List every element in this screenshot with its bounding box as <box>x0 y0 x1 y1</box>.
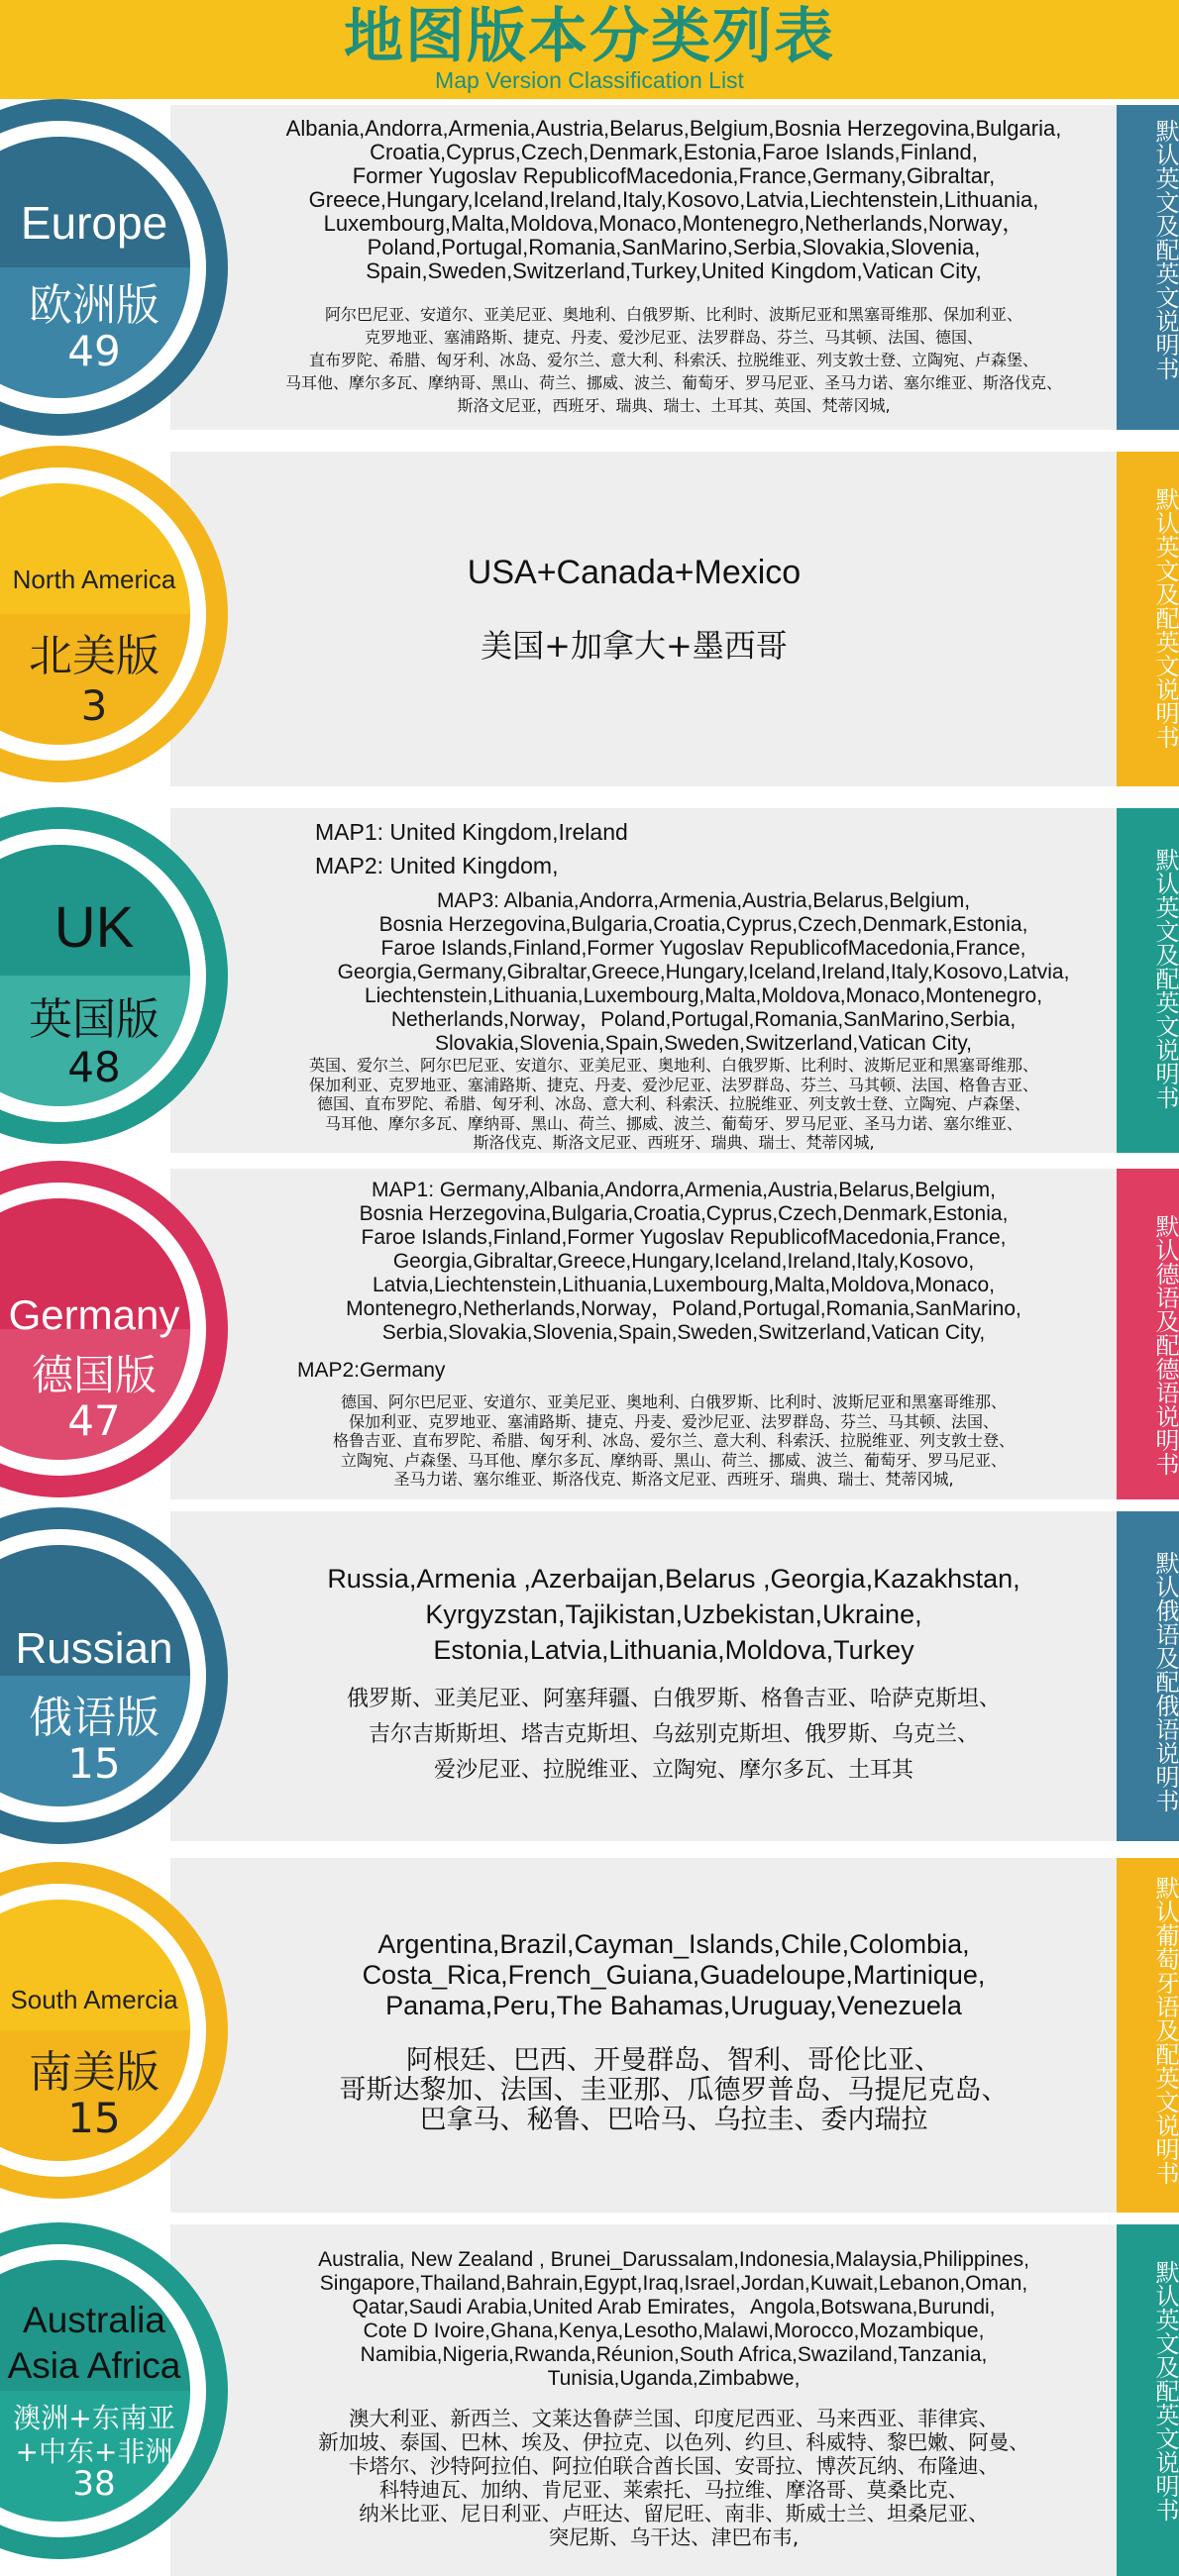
north-america-en-countries: USA+Canada+Mexico <box>467 554 802 591</box>
north-america-manual-text: 默认英文及配英文说明书 <box>1151 487 1179 749</box>
australia-manual-text: 默认英文及配英文说明书 <box>1151 2260 1179 2522</box>
australia-en-countries: Australia, New Zealand , Brunei_Darussalam,Indonesia,Malaysia,Philippines, Singapore,Thailand,Bahrain,Egypt,Iraq,Israel,Jordan,Kuwait,Lebanon,Oman, Qatar,Saudi Arabia,United Arab Emirates，Angola,Botswana,Burundi, Cote D Ivoire,Ghana,Kenya,Lesotho,Malawi,Morocco,Mozambique, Namibia,Nigeria,Rwanda,Réunion,South Africa,Swaziland,Tanzania, Tunisia,Uganda,Zimbabwe, <box>318 2248 1029 2390</box>
section-europe <box>0 99 1179 436</box>
australia-count: 38 <box>72 2464 116 2504</box>
europe-en-name: Europe <box>20 197 168 249</box>
germany-manual-tab <box>1117 1169 1179 1499</box>
australia-badge <box>0 2260 190 2522</box>
russian-count: 15 <box>67 1739 121 1788</box>
russian-manual-tab <box>1117 1511 1179 1841</box>
south-america-en-countries: Argentina,Brazil,Cayman_Islands,Chile,Colombia, Costa_Rica,French_Guiana,Guadeloupe,Martinique, Panama,Peru,The Bahamas,Uruguay,Venezuela <box>362 1929 986 2020</box>
uk-manual-tab <box>1117 808 1179 1153</box>
uk-map2: MAP2: United Kingdom, <box>315 853 559 878</box>
germany-badge <box>0 1198 190 1460</box>
uk-map1: MAP1: United Kingdom,Ireland <box>315 819 628 845</box>
russian-manual-text: 默认俄语及配俄语说明书 <box>1151 1551 1179 1812</box>
section-germany <box>0 1159 1179 1505</box>
russian-cn-countries: 俄罗斯、亚美尼亚、阿塞拜疆、白俄罗斯、格鲁吉亚、哈萨克斯坦、 吉尔吉斯斯坦、塔吉克斯坦、乌兹别克斯坦、俄罗斯、乌克兰、 爱沙尼亚、拉脱维亚、立陶宛、摩尔多瓦、土耳其 <box>346 1687 1001 1783</box>
north-america-en-name: North America <box>12 565 176 594</box>
germany-map2: MAP2:Germany <box>297 1359 446 1382</box>
germany-en-name: Germany <box>8 1291 180 1338</box>
section-australia-asia-africa <box>0 2218 1179 2576</box>
uk-badge <box>0 845 190 1106</box>
australia-manual-tab <box>1117 2224 1179 2576</box>
australia-cn-name-2: +中东+非洲 <box>15 2435 173 2468</box>
australia-cn-countries: 澳大利亚、新西兰、文莱达鲁萨兰国、印度尼西亚、马来西亚、菲律宾、 新加坡、泰国、巴林、埃及、伊拉克、以色列、约旦、科威特、黎巴嫩、阿曼、 卡塔尔、沙特阿拉伯、阿拉伯联合酋长国、安哥拉、博茨瓦纳、布隆迪、 科特迪瓦、加纳、肯尼亚、莱索托、马拉维、摩洛哥、莫桑比克、 纳米比亚、尼日利亚、卢旺达、留尼旺、南非、斯威士兰、坦桑尼亚、 突尼斯、乌干达、津巴布韦, <box>318 2407 1029 2549</box>
south-america-badge <box>0 1900 190 2161</box>
europe-cn-name: 欧洲版 <box>29 280 160 331</box>
south-america-en-name: South Amercia <box>10 1985 178 2014</box>
north-america-cn-name: 北美版 <box>29 631 160 681</box>
south-america-manual-text: 默认葡萄牙语及配英文说明书 <box>1151 1876 1179 2185</box>
australia-en-name-1: Australia <box>23 2300 165 2340</box>
europe-cn-countries: 阿尔巴尼亚、安道尔、亚美尼亚、奥地利、白俄罗斯、比利时、波斯尼亚和黑塞哥维那、保加利亚、 克罗地亚、塞浦路斯、捷克、丹麦、爱沙尼亚、法罗群岛、芬兰、马其顿、法国、德国、 直布罗陀、希腊、匈牙利、冰岛、爱尔兰、意大利、科索沃、拉脱维亚、列支敦士登、立陶宛、卢森堡、 马耳他、摩尔多瓦、摩纳哥、黑山、荷兰、挪威、波兰、葡萄牙、罗马尼亚、圣马力诺、塞尔维亚、斯洛伐克、 斯洛文尼亚，西班牙、瑞典、瑞士、土耳其、英国、梵蒂冈城, <box>284 305 1062 415</box>
uk-cn-countries: 英国、爱尔兰、阿尔巴尼亚、安道尔、亚美尼亚、奥地利、白俄罗斯、比利时、波斯尼亚和黑塞哥维那、 保加利亚、克罗地亚、塞浦路斯、捷克、丹麦、爱沙尼亚、法罗群岛、芬兰、马其顿、法国、格鲁吉亚、 德国、直布罗陀、希腊、匈牙利、冰岛、意大利、科索沃、拉脱维亚、列支敦士登、立陶宛、卢森堡、 马耳他、摩尔多瓦、摩纳哥、黑山、荷兰、挪威、波兰、葡萄牙、罗马尼亚、圣马力诺、塞尔维亚、 斯洛伐克、斯洛文尼亚、西班牙、瑞典、瑞士、梵蒂冈城, <box>308 1056 1038 1152</box>
page-title: 地图版本分类列表 <box>344 2 835 71</box>
germany-map1: MAP1: Germany,Albania,Andorra,Armenia,Austria,Belarus,Belgium, Bosnia Herzegovina,Bulgaria,Croatia,Cyprus,Czech,Denmark,Estonia, Faroe Islands,Finland,Former Yugoslav RepublicofMacedonia,France, Georgia,Gibraltar,Greece,Hungary,Iceland,Ireland,Italy,Kosovo, Latvia,Liechtenstein,Lithuania,Luxembourg,Malta,Moldova,Monaco, Montenegro,Netherlands,Norway，Poland,Portugal,Romania,SanMarino, Serbia,Slovakia,Slovenia,Spain,Sweden,Switzerland,Vatican City, <box>346 1179 1021 1344</box>
section-north-america <box>0 436 1179 792</box>
europe-en-countries: Albania,Andorra,Armenia,Austria,Belarus,Belgium,Bosnia Herzegovina,Bulgaria, Croatia,Cyprus,Czech,Denmark,Estonia,Faroe Islands,Finland, Former Yugoslav RepublicofMacedonia,France,Germany,Gibraltar, Greece,Hungary,Iceland,Ireland,Italy,Kosovo,Latvia,Liechtenstein,Lithuania, Luxembourg,Malta,Moldova,Monaco,Montenegro,Netherlands,Norway， Poland,Portugal,Romania,SanMarino,Serbia,Slovakia,Slovenia, Spain,Sweden,Switzerland,Turkey,United Kingdom,Vatican City, <box>285 116 1062 283</box>
australia-en-name-2: Asia Africa <box>7 2345 181 2386</box>
russian-badge <box>0 1545 190 1806</box>
germany-count: 47 <box>67 1396 121 1445</box>
south-america-count: 15 <box>67 2094 121 2142</box>
section-russian <box>0 1505 1179 1847</box>
europe-manual-tab <box>1117 105 1179 430</box>
germany-cn-name: 德国版 <box>31 1351 157 1399</box>
europe-badge <box>0 137 190 398</box>
europe-manual-text: 默认英文及配英文说明书 <box>1151 119 1179 380</box>
australia-cn-name-1: 澳洲+东南亚 <box>13 2402 175 2434</box>
section-uk <box>0 792 1179 1159</box>
north-america-count: 3 <box>80 681 108 730</box>
page-header <box>0 0 1179 99</box>
russian-cn-name: 俄语版 <box>29 1693 160 1743</box>
uk-en-name: UK <box>54 895 135 960</box>
south-america-cn-name: 南美版 <box>29 2047 160 2098</box>
section-south-america <box>0 1852 1179 2218</box>
uk-count: 48 <box>67 1043 121 1091</box>
uk-map3: MAP3: Albania,Andorra,Armenia,Austria,Belarus,Belgium, Bosnia Herzegovina,Bulgaria,Croatia,Cyprus,Czech,Denmark,Estonia, Faroe Islands,Finland,Former Yugoslav RepublicofMacedonia,France, Georgia,Germany,Gibraltar,Greece,Hungary,Iceland,Ireland,Italy,Kosovo,Latvia, Liechtenstein,Lithuania,Luxembourg,Malta,Moldova,Monaco,Montenegro, Netherlands,Norway，Poland,Portugal,Romania,SanMarino,Serbia, Slovakia,Slovenia,Spain,Sweden,Switzerland,Vatican City, <box>337 889 1070 1055</box>
south-america-manual-tab <box>1117 1858 1179 2213</box>
germany-cn-countries: 德国、阿尔巴尼亚、安道尔、亚美尼亚、奥地利、白俄罗斯、比利时、波斯尼亚和黑塞哥维那、 保加利亚、克罗地亚、塞浦路斯、捷克、丹麦、爱沙尼亚、法罗群岛、芬兰、马其顿、法国、 格鲁吉亚、直布罗陀、希腊、匈牙利、冰岛、爱尔兰、意大利、科索沃、拉脱维亚、列支敦士登、 立陶宛、卢森堡、马耳他、摩尔多瓦、摩纳哥、黑山、荷兰、挪威、波兰、葡萄牙、罗马尼亚、 圣马力诺、塞尔维亚、斯洛伐克、斯洛文尼亚、西班牙、瑞典、瑞士、梵蒂冈城, <box>332 1392 1015 1489</box>
russian-en-countries: Russia,Armenia ,Azerbaijan,Belarus ,Georgia,Kazakhstan, Kyrgyzstan,Tajikistan,Uzbekistan,Ukraine, Estonia,Latvia,Lithuania,Moldova,Turkey <box>327 1564 1020 1665</box>
north-america-badge <box>0 483 190 745</box>
uk-cn-name: 英国版 <box>29 994 160 1045</box>
europe-count: 49 <box>67 327 121 375</box>
uk-manual-text: 默认英文及配英文说明书 <box>1151 848 1179 1109</box>
russian-en-name: Russian <box>15 1624 173 1673</box>
north-america-cn-countries: 美国+加拿大+墨西哥 <box>481 627 788 665</box>
north-america-manual-tab <box>1117 452 1179 786</box>
south-america-cn-countries: 阿根廷、巴西、开曼群岛、智利、哥伦比亚、 哥斯达黎加、法国、圭亚那、瓜德罗普岛、马提尼克岛、 巴拿马、秘鲁、巴哈马、乌拉圭、委内瑞拉 <box>339 2045 1009 2135</box>
page-subtitle: Map Version Classification List <box>435 67 744 93</box>
germany-manual-text: 默认德语及配德语说明书 <box>1151 1214 1179 1476</box>
